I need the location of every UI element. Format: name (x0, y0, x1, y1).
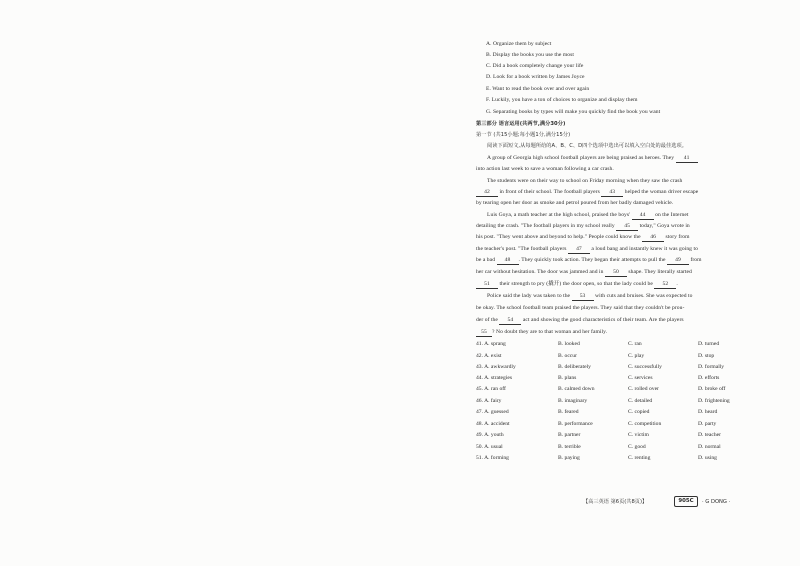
blank-43: 43 (601, 188, 623, 197)
passage-line (476, 256, 766, 265)
passage-text: their strength to pry (撬开) the door open, so that the lady could be (499, 281, 653, 287)
option-f: F. Luckily, you have a ton of choices to organize and display them (486, 97, 638, 103)
option-e: E. Want to read the book over and over again (486, 86, 590, 92)
choice: D. party (698, 421, 717, 427)
choice: 49. A. youth (476, 432, 504, 438)
passage-text: . (676, 281, 678, 287)
passage-text: The students were on their way to school on Friday morning when they saw the crash (487, 178, 683, 184)
choice: D. turned (698, 341, 720, 347)
passage-text: shape. They literally started (628, 269, 692, 275)
choice: B. plans (558, 375, 577, 381)
choice: C. good (628, 444, 646, 450)
part3-title: 第三部分 语言运用(共两节,满分30分) (476, 121, 566, 127)
choice: 41. A. sprang (476, 341, 506, 347)
choice: 48. A. accident (476, 421, 510, 427)
passage-line (487, 154, 698, 163)
choice: C. detailed (628, 398, 653, 404)
passage-text: . They quickly took action. They began their attempts to pull the (518, 257, 666, 263)
choice: C. play (628, 353, 645, 359)
blank-41: 41 (676, 154, 698, 163)
choice: D. using (698, 455, 717, 461)
passage-text: with cuts and bruises. She was expected to (595, 293, 693, 299)
option-b: B. Display the books you use the most (486, 52, 574, 58)
option-d: D. Look for a book written by James Joyce (486, 74, 585, 80)
instruction: 阅读下面短文,从每题所给的A、B、C、D四个选项中选出可以填入空白处的最佳选项。 (487, 143, 687, 149)
choice: 45. A. ran off (476, 386, 506, 392)
blank-45: 45 (616, 222, 638, 231)
passage-line (487, 177, 682, 185)
passage-line (476, 199, 766, 207)
choice: D. normal (698, 444, 721, 450)
passage-line (487, 211, 688, 220)
choice: B. feared (558, 409, 579, 415)
passage-line (476, 280, 766, 289)
passage-text: be okay. The school football team praised the players. They said that they couldn't be prou- (476, 305, 685, 311)
passage-text: a loud bang and instantly knew it was going to (591, 246, 698, 252)
blank-55: 55 (476, 328, 492, 337)
passage-text: A group of Georgia high school football players are being praised as heroes. They (487, 155, 675, 161)
choice: B. occur (558, 353, 577, 359)
choice: 51. A. forming (476, 455, 509, 461)
choice: B. terrible (558, 444, 581, 450)
blank-51: 51 (476, 280, 498, 289)
passage-line (476, 245, 766, 254)
passage-line (487, 292, 692, 301)
choice: 42. A. exist (476, 353, 502, 359)
option-g: G. Separating books by types will make you quickly find the book you want (486, 109, 661, 115)
choice: D. frightening (698, 398, 730, 404)
blank-48: 48 (497, 256, 519, 265)
passage-text: story from (665, 234, 690, 240)
choice: D. broke off (698, 386, 726, 392)
blank-44: 44 (632, 211, 654, 220)
passage-text: act and showing the good characteristics of their team. Are the players (522, 317, 684, 323)
choice: D. formally (698, 364, 725, 370)
passage-text: Police said the lady was taken to the (487, 293, 571, 299)
choice: B. looked (558, 341, 580, 347)
passage-text: his post. "They went above and beyond to help." People could know the (476, 234, 641, 240)
choice: B. performance (558, 421, 593, 427)
passage-text: der of the (476, 317, 498, 323)
passage-text: from (690, 257, 702, 263)
passage-text: the teacher's post. "The football players (476, 246, 567, 252)
passage-text: into action last week to save a woman following a car crash. (476, 166, 614, 172)
passage-line (476, 304, 766, 312)
passage-text: detailing the crash. "The football players in my school really (476, 223, 615, 229)
exam-code-badge: 905C (674, 496, 698, 507)
choice: B. partner (558, 432, 581, 438)
passage-text: her car without hesitation. The door was jammed and in (476, 269, 604, 275)
choice: C. rolled over (628, 386, 659, 392)
passage-text: in front of their school. The football players (499, 189, 600, 195)
passage-text: helped the woman driver escape (624, 189, 699, 195)
passage-text: by tearing open her door as smoke and petrol poured from her badly damaged vehicle. (476, 200, 674, 206)
choice: C. victim (628, 432, 649, 438)
blank-54: 54 (499, 316, 521, 325)
choice: 47. A. guessed (476, 409, 509, 415)
passage-text: ? No doubt they are to that woman and her family. (492, 329, 608, 335)
passage-text: be a bad (476, 257, 496, 263)
passage-line (476, 233, 766, 242)
choice: B. imaginary (558, 398, 588, 404)
choice: 43. A. awkwardly (476, 364, 516, 370)
choice: C. renting (628, 455, 651, 461)
passage-line (476, 328, 766, 337)
choice: C. competition (628, 421, 662, 427)
blank-52: 52 (654, 280, 676, 289)
choice: C. successfully (628, 364, 662, 370)
option-a: A. Organize them by subject (486, 41, 552, 47)
choice: D. heard (698, 409, 718, 415)
blank-46: 46 (642, 233, 664, 242)
choice: C. ran (628, 341, 642, 347)
choice: C. services (628, 375, 653, 381)
passage-line (476, 165, 766, 173)
passage-line (476, 188, 766, 197)
choice: B. calmed down (558, 386, 595, 392)
blank-47: 47 (568, 245, 590, 254)
section1-title: 第一节 (共15小题;每小题1分,满分15分) (476, 132, 571, 138)
choice: C. copied (628, 409, 650, 415)
blank-53: 53 (572, 292, 594, 301)
choice: D. efforts (698, 375, 720, 381)
blank-42: 42 (476, 188, 498, 197)
blank-49: 49 (667, 256, 689, 265)
passage-text: today," Goya wrote in (639, 223, 690, 229)
page-footer: 【高三英语 第6页(共8页)】 (583, 499, 648, 505)
passage-text: Luis Goya, a math teacher at the high school, praised the boys' (487, 212, 631, 218)
option-c: C. Did a book completely change your life (486, 63, 584, 69)
choice: B. paying (558, 455, 580, 461)
choice: 46. A. fairy (476, 398, 502, 404)
passage-text: on the Internet (655, 212, 689, 218)
passage-line (476, 316, 766, 325)
choice: D. stop (698, 353, 715, 359)
choice: B. deliberately (558, 364, 591, 370)
passage-line (476, 222, 766, 231)
choice: D. teacher (698, 432, 721, 438)
choice: 44. A. strategies (476, 375, 513, 381)
passage-line (476, 268, 766, 277)
choice: 50. A. usual (476, 444, 503, 450)
footer-brand: · G DONG · (702, 499, 731, 505)
blank-50: 50 (605, 268, 627, 277)
